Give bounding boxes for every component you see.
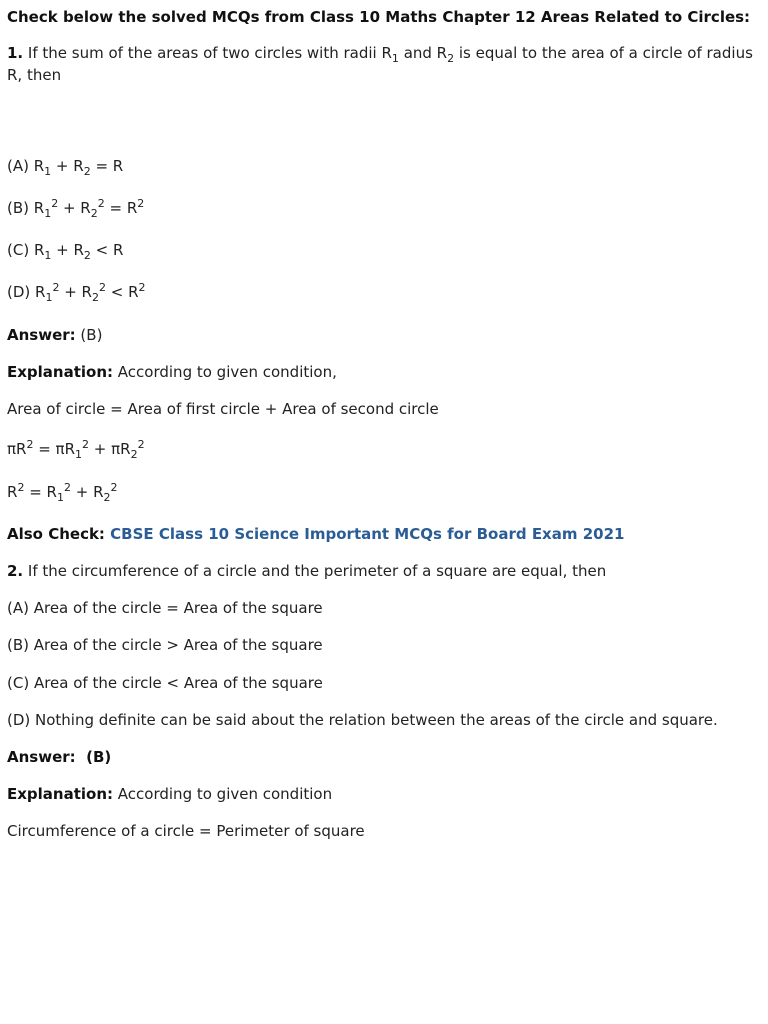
option-text: (D) Nothing definite can be said about the relation between the areas of the circle and square.: [7, 711, 718, 729]
operator-text: < R: [105, 283, 139, 301]
subscript: 2: [103, 491, 111, 504]
option-prefix: (B) R: [7, 199, 45, 217]
explanation-label: Explanation:: [7, 363, 114, 381]
also-check-label: Also Check:: [7, 525, 105, 543]
superscript: 2: [17, 481, 25, 494]
operator-text: + R: [58, 199, 91, 217]
subscript: 1: [75, 448, 83, 461]
question-2-number: 2.: [7, 562, 24, 580]
q2-option-d: [7, 709, 718, 731]
option-text: (A) Area of the circle = Area of the square: [7, 599, 323, 617]
q2-option-a: [7, 597, 323, 619]
answer-value: (B): [75, 326, 103, 344]
subscript: 2: [83, 165, 91, 178]
answer-value: (B): [75, 748, 112, 766]
operator-text: = R: [90, 157, 124, 175]
explanation-label: Explanation:: [7, 785, 114, 803]
explanation-text: According to given condition,: [113, 363, 337, 381]
step-text: Area of circle = Area of first circle + Area of second circle: [7, 400, 439, 418]
subscript: 2: [83, 249, 91, 262]
subscript: 1: [44, 165, 52, 178]
q1-answer: [7, 324, 102, 346]
step-text: πR: [7, 440, 27, 458]
superscript: 2: [52, 281, 60, 294]
superscript: 2: [82, 438, 90, 451]
page-heading: [7, 6, 750, 28]
q2-option-c: [7, 672, 323, 694]
superscript: 2: [110, 481, 118, 494]
option-prefix: (C) R: [7, 241, 45, 259]
superscript: 2: [26, 438, 34, 451]
superscript: 2: [137, 197, 145, 210]
q1-option-c: [7, 239, 123, 261]
q2-answer: [7, 746, 111, 768]
superscript: 2: [98, 281, 106, 294]
subscript: 2: [447, 52, 455, 65]
step-text: = πR: [33, 440, 76, 458]
subscript: 2: [91, 291, 99, 304]
subscript: 1: [56, 491, 64, 504]
q2-option-b: [7, 634, 323, 656]
superscript: 2: [137, 438, 145, 451]
q1-step-1: [7, 398, 439, 420]
option-prefix: (D) R: [7, 283, 46, 301]
q1-explanation: [7, 361, 337, 383]
q2-explanation: [7, 783, 332, 805]
operator-text: + R: [59, 283, 92, 301]
subscript: 1: [45, 291, 53, 304]
question-1-text-a: If the sum of the areas of two circles with radii R: [23, 44, 392, 62]
superscript: 2: [97, 197, 105, 210]
q1-option-a: [7, 155, 123, 177]
operator-text: < R: [90, 241, 124, 259]
question-1: [7, 42, 762, 86]
step-text: Circumference of a circle = Perimeter of square: [7, 822, 365, 840]
answer-label: Answer:: [7, 748, 76, 766]
question-1-text-c: is equal to the area of a circle of radius R, then: [7, 44, 753, 84]
step-text: R: [7, 483, 18, 501]
step-text: + R: [70, 483, 104, 501]
subscript: 1: [44, 207, 52, 220]
operator-text: + R: [51, 241, 84, 259]
also-check: [7, 523, 624, 545]
heading-text: Check below the solved MCQs from Class 10 Maths Chapter 12 Areas Related to Circles:: [7, 8, 751, 26]
subscript: 1: [391, 52, 399, 65]
question-1-text-b: and R: [398, 44, 448, 62]
question-2: [7, 560, 606, 582]
step-text: = R: [24, 483, 57, 501]
q1-option-d: [7, 281, 146, 303]
subscript: 1: [44, 249, 52, 262]
option-prefix: (A) R: [7, 157, 45, 175]
option-text: (C) Area of the circle < Area of the square: [7, 674, 323, 692]
question-2-text: If the circumference of a circle and the perimeter of a square are equal, then: [23, 562, 607, 580]
superscript: 2: [51, 197, 59, 210]
subscript: 2: [90, 207, 98, 220]
superscript: 2: [63, 481, 71, 494]
operator-text: + R: [51, 157, 84, 175]
superscript: 2: [138, 281, 146, 294]
q1-step-3: [7, 481, 118, 503]
q1-option-b: [7, 197, 144, 219]
q2-step-1: [7, 820, 365, 842]
explanation-text: According to given condition: [113, 785, 333, 803]
step-text: + πR: [89, 440, 131, 458]
question-1-number: 1.: [7, 44, 24, 62]
option-text: (B) Area of the circle > Area of the square: [7, 636, 323, 654]
subscript: 2: [130, 448, 138, 461]
q1-step-2: [7, 438, 145, 460]
answer-label: Answer:: [7, 326, 76, 344]
also-check-link[interactable]: CBSE Class 10 Science Important MCQs for Board Exam 2021: [104, 525, 625, 543]
operator-text: = R: [104, 199, 138, 217]
